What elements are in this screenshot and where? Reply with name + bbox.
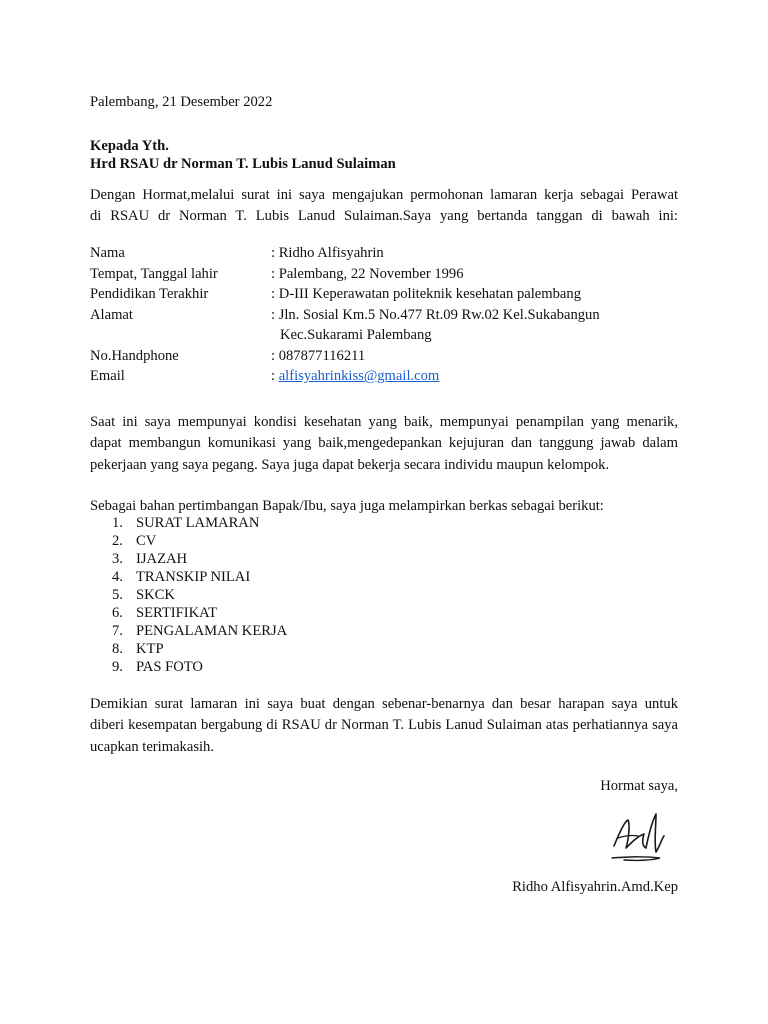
email-link[interactable]: alfisyahrinkiss@gmail.com: [278, 368, 440, 384]
list-item: [112, 658, 287, 676]
list-label: IJAZAH: [136, 551, 188, 567]
applicant-details: [90, 243, 678, 387]
list-label: CV: [136, 533, 157, 549]
list-number: 9.: [112, 659, 123, 675]
attachments-lead: Sebagai bahan pertimbangan Bapak/Ibu, saya juga melampirkan berkas sebagai berikut:: [90, 498, 604, 514]
list-item: [112, 532, 287, 550]
detail-label: Nama: [90, 245, 125, 261]
intro-line-1: Dengan Hormat,melalui surat ini saya mengajukan permohonan lamaran kerja sebagai Perawat: [90, 187, 678, 203]
signer-name: Ridho Alfisyahrin.Amd.Kep: [512, 879, 678, 895]
health-paragraph: [90, 412, 678, 476]
paragraph-line: Saat ini saya mempunyai kondisi kesehatan yang baik, mempunyai penampilan yang menarik,: [90, 414, 678, 430]
list-number: 5.: [112, 587, 123, 603]
paragraph-line: diberi kesempatan bergabung di RSAU dr Norman T. Lubis Lanud Sulaiman atas perhatiannya saya: [90, 717, 678, 734]
list-number: 4.: [112, 569, 123, 585]
recipient-block: [90, 137, 396, 173]
detail-value: : Palembang, 22 November 1996: [271, 265, 464, 282]
list-item: [112, 514, 287, 532]
list-number: 8.: [112, 641, 123, 657]
detail-row-birth: [90, 264, 678, 285]
detail-label: Alamat: [90, 306, 133, 323]
signature-icon: [608, 808, 674, 866]
list-number: 2.: [112, 533, 123, 549]
list-label: SKCK: [136, 587, 175, 603]
paragraph-line: dapat membangun komunikasi yang baik,mengedepankan kejujuran dan tanggung jawab dalam: [90, 435, 678, 452]
closing-paragraph: [90, 694, 678, 758]
detail-row-education: [90, 284, 678, 305]
list-label: SURAT LAMARAN: [136, 515, 260, 531]
paragraph-line: Demikian surat lamaran ini saya buat dengan sebenar-benarnya dan besar harapan saya untuk: [90, 696, 678, 712]
list-label: TRANSKIP NILAI: [136, 569, 251, 585]
email-prefix: :: [271, 368, 279, 384]
paragraph-line: ucapkan terimakasih.: [90, 738, 214, 755]
list-label: PAS FOTO: [136, 659, 203, 675]
detail-value: : 087877116211: [271, 347, 366, 364]
list-item: [112, 604, 287, 622]
list-item: [112, 622, 287, 640]
detail-label: Pendidikan Terakhir: [90, 286, 209, 302]
detail-value: : D-III Keperawatan politeknik kesehatan palembang: [271, 286, 581, 302]
detail-row-name: [90, 243, 678, 264]
list-item: [112, 568, 287, 586]
list-item: [112, 550, 287, 568]
detail-value-address: [271, 305, 678, 346]
intro-line-2: di RSAU dr Norman T. Lubis Lanud Sulaiman.Saya yang bertanda tanggan di bawah ini:: [90, 208, 678, 224]
closing-salutation: Hormat saya,: [600, 778, 678, 794]
list-label: SERTIFIKAT: [136, 605, 218, 621]
recipient-addressee: Hrd RSAU dr Norman T. Lubis Lanud Sulaiman: [90, 156, 396, 172]
list-label: PENGALAMAN KERJA: [136, 623, 288, 639]
detail-value-continued: Kec.Sukarami Palembang: [280, 327, 432, 343]
detail-label: Email: [90, 368, 125, 384]
paragraph-line: pekerjaan yang saya pegang. Saya juga dapat bekerja secara individu maupun kelompok.: [90, 456, 610, 473]
detail-label: Tempat, Tanggal lahir: [90, 265, 218, 282]
letter-date: Palembang, 21 Desember 2022: [90, 94, 273, 110]
list-number: 1.: [112, 515, 123, 531]
list-item: [112, 586, 287, 604]
recipient-salutation: Kepada Yth.: [90, 138, 169, 154]
list-number: 7.: [112, 623, 123, 639]
list-label: KTP: [136, 641, 164, 657]
detail-value: : Jln. Sosial Km.5 No.477 Rt.09 Rw.02 Kel.Sukabangun: [271, 306, 600, 323]
detail-value: : Ridho Alfisyahrin: [271, 245, 384, 261]
detail-value-email: [271, 366, 678, 387]
intro-paragraph: [90, 185, 678, 227]
detail-row-address: [90, 305, 678, 346]
detail-row-phone: [90, 346, 678, 367]
list-item: [112, 640, 287, 658]
list-number: 6.: [112, 605, 123, 621]
detail-label: No.Handphone: [90, 347, 179, 364]
detail-row-email: [90, 366, 678, 387]
attachments-list: [112, 514, 287, 676]
list-number: 3.: [112, 551, 123, 567]
